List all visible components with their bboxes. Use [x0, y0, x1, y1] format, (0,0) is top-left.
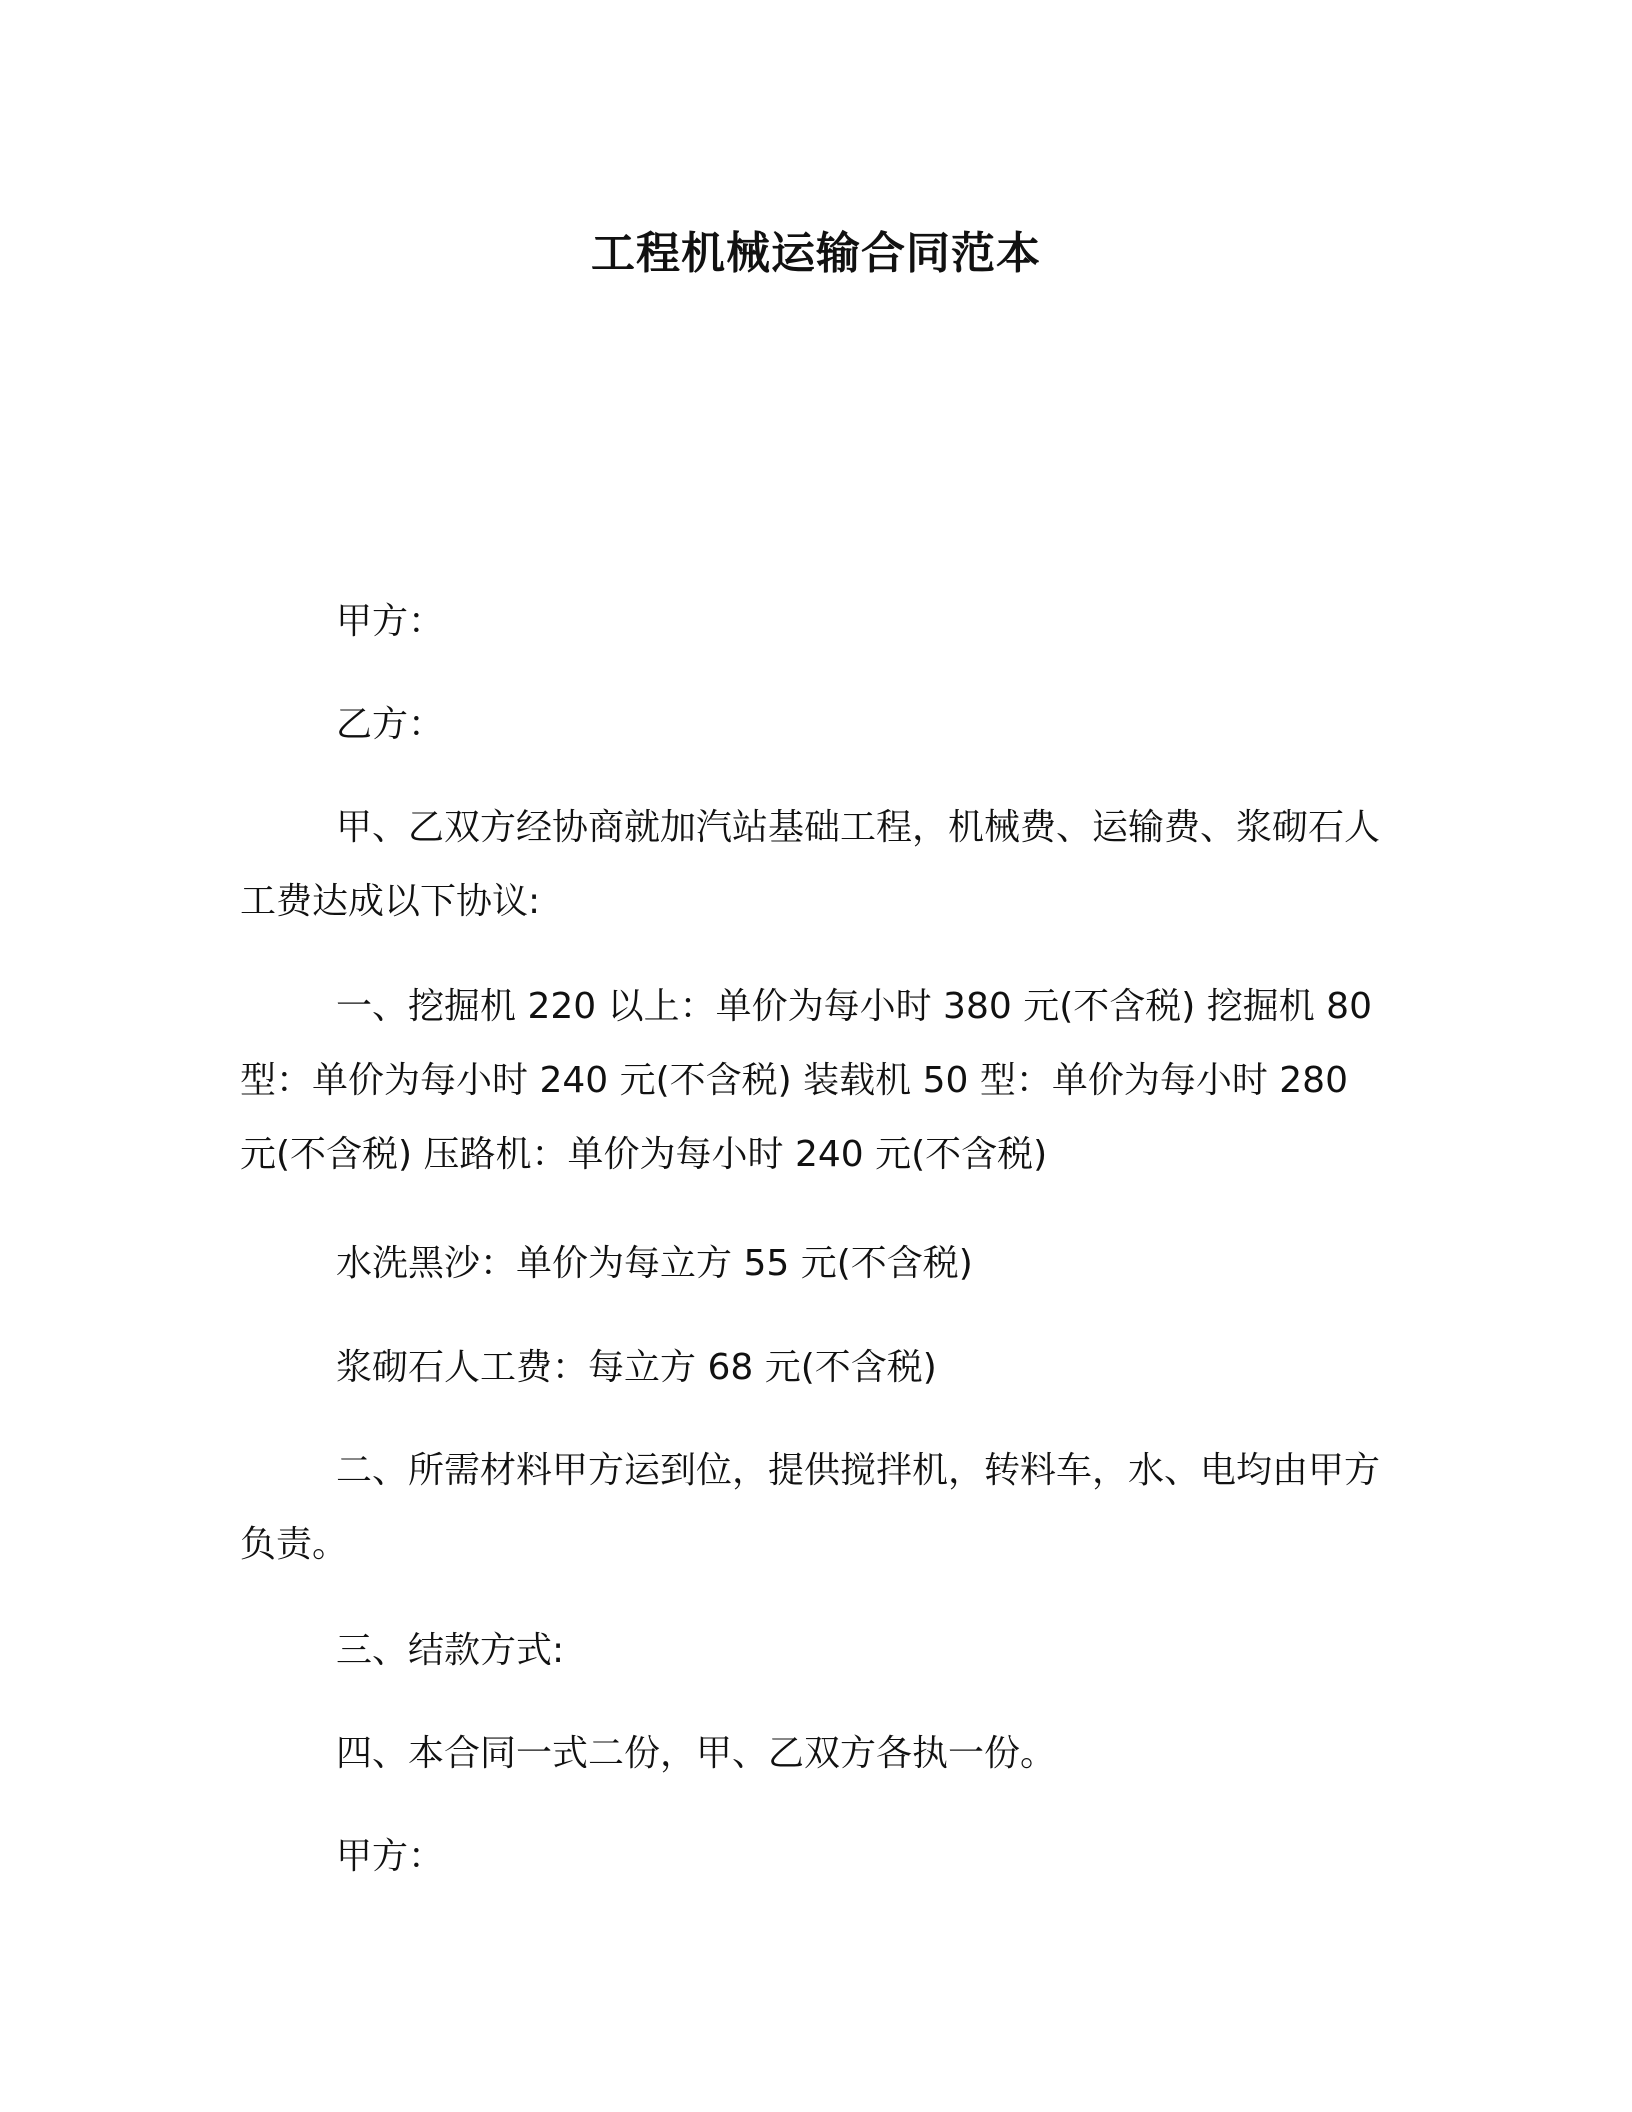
party-a-label: 甲方：: [336, 601, 445, 642]
party-b-label: 乙方：: [336, 704, 445, 745]
party-a-signature-label: 甲方：: [336, 1836, 445, 1877]
document-title: 工程机械运输合同范本: [591, 228, 1041, 279]
clause-three-payment: 三、结款方式:: [336, 1630, 565, 1671]
clause-one-machinery-prices: 一、挖掘机 220 以上：单价为每小时 380 元(不含税) 挖掘机 80 型：单价为每小时 240 元(不含税) 装载机 50 型：单价为每小时 280 元(不含税) 压路机：单价为每小时 240 元(不含税): [240, 986, 1372, 1175]
sand-price: 水洗黑沙：单价为每立方 55 元(不含税): [336, 1243, 973, 1284]
clause-two-materials: 二、所需材料甲方运到位，提供搅拌机，转料车，水、电均由甲方负责。: [240, 1450, 1381, 1565]
agreement-intro: 甲、乙双方经协商就加汽站基础工程，机械费、运输费、浆砌石人工费达成以下协议:: [240, 807, 1381, 922]
masonry-labor-price: 浆砌石人工费：每立方 68 元(不含税): [336, 1347, 937, 1388]
clause-four-copies: 四、本合同一式二份，甲、乙双方各执一份。: [336, 1733, 1057, 1774]
